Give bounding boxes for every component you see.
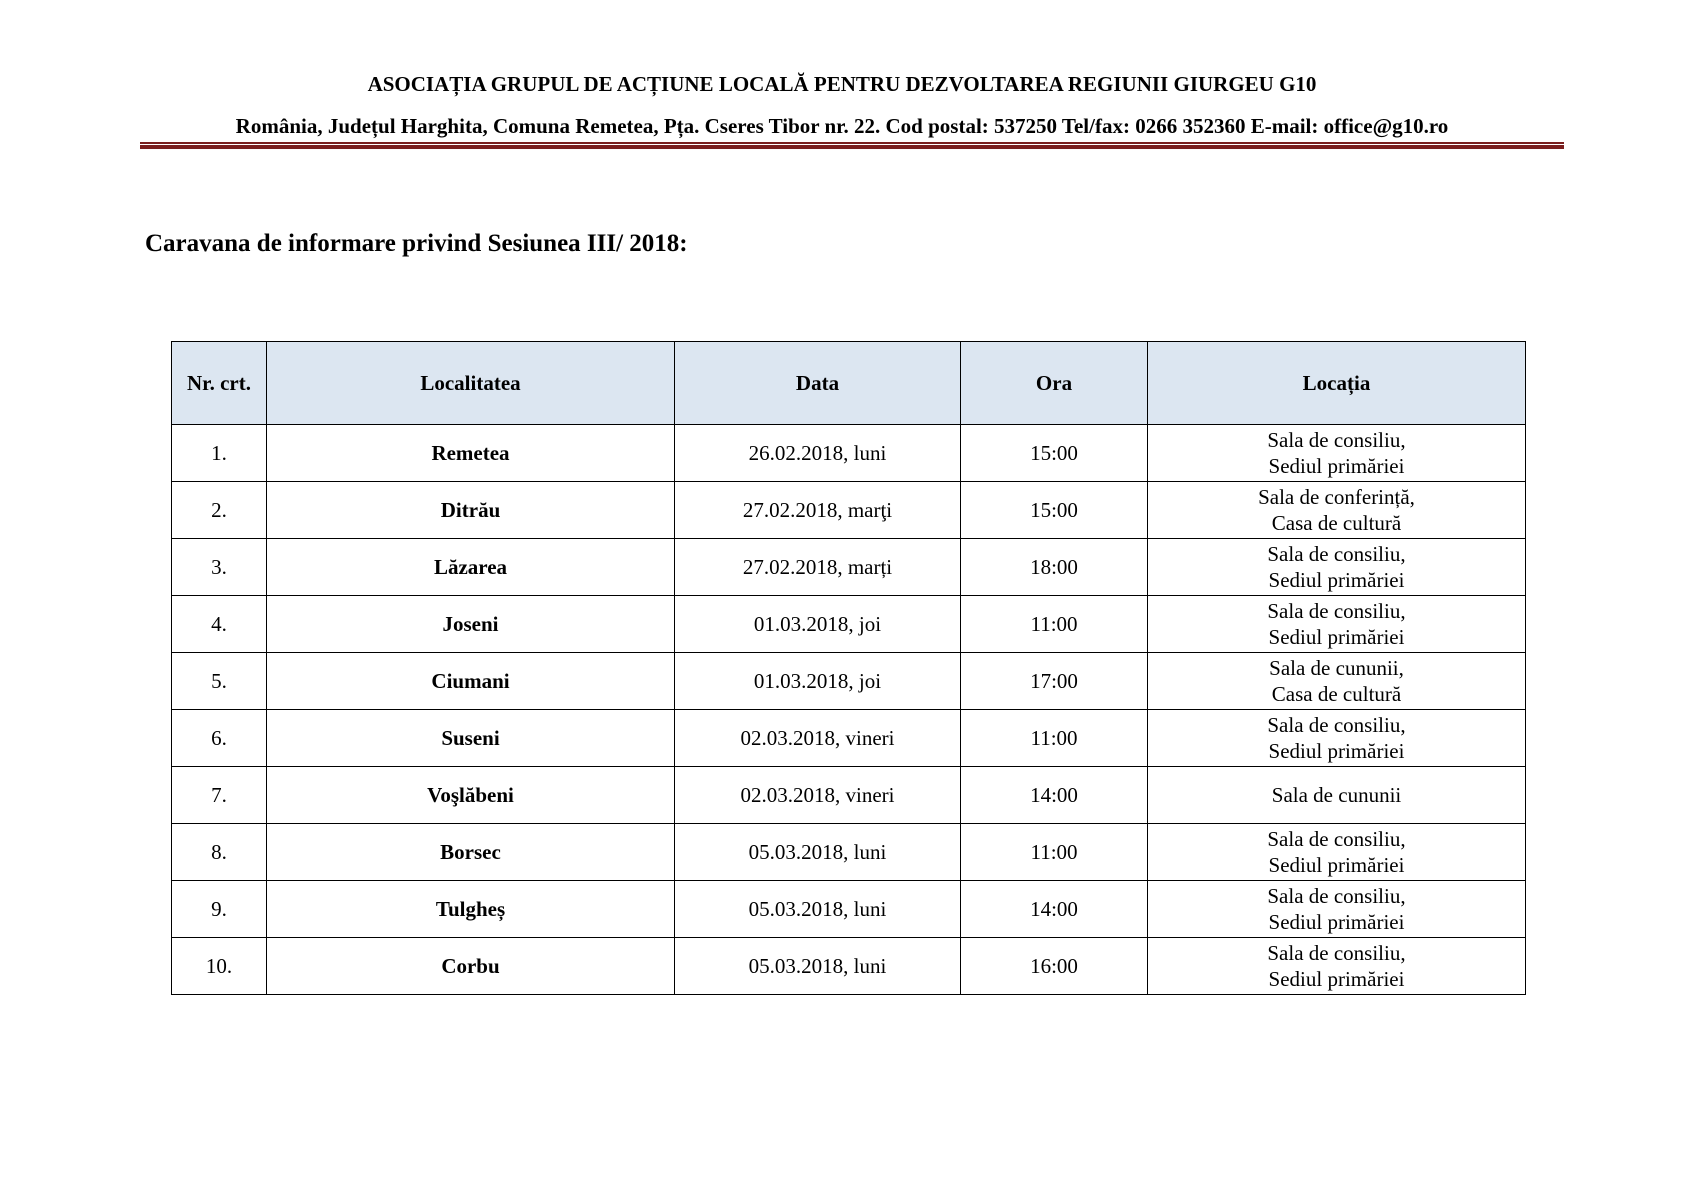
data-cell: 27.02.2018, marți [675, 539, 961, 596]
column-header-nr: Nr. crt. [172, 342, 267, 425]
ora-cell: 17:00 [961, 653, 1148, 710]
ora-cell: 16:00 [961, 938, 1148, 995]
table-header-row [172, 342, 1526, 425]
locatia-cell [1148, 824, 1526, 881]
ora-cell: 15:00 [961, 482, 1148, 539]
localitatea-cell: Corbu [267, 938, 675, 995]
nr-cell: 4. [172, 596, 267, 653]
table-body [172, 425, 1526, 995]
localitatea-cell: Ditrău [267, 482, 675, 539]
document-heading: Caravana de informare privind Sesiunea III/ 2018: [145, 230, 688, 257]
locatia-cell [1148, 710, 1526, 767]
table-row [172, 425, 1526, 482]
ora-cell: 11:00 [961, 596, 1148, 653]
column-header-localitatea: Localitatea [267, 342, 675, 425]
locatia-line: Sediul primăriei [1268, 910, 1405, 934]
locatia-line: Sala de consiliu, [1267, 713, 1406, 737]
table-row [172, 938, 1526, 995]
data-cell: 05.03.2018, luni [675, 824, 961, 881]
locatia-line: Sala de consiliu, [1267, 542, 1406, 566]
organization-name: ASOCIAȚIA GRUPUL DE ACȚIUNE LOCALĂ PENTRU DEZVOLTAREA REGIUNII GIURGEU G10 [367, 72, 1317, 96]
column-header-data: Data [675, 342, 961, 425]
data-cell: 05.03.2018, luni [675, 938, 961, 995]
locatia-line: Sala de cununii [1271, 783, 1402, 807]
data-cell: 05.03.2018, luni [675, 881, 961, 938]
locatia-line: Sala de cununii, [1269, 656, 1404, 680]
schedule-table [171, 341, 1526, 995]
column-header-ora: Ora [961, 342, 1148, 425]
localitatea-cell: Remetea [267, 425, 675, 482]
locatia-cell [1148, 938, 1526, 995]
table-row [172, 596, 1526, 653]
nr-cell: 1. [172, 425, 267, 482]
nr-cell: 8. [172, 824, 267, 881]
data-cell: 26.02.2018, luni [675, 425, 961, 482]
nr-cell: 7. [172, 767, 267, 824]
locatia-line: Sediul primăriei [1268, 967, 1405, 991]
locatia-line: Sediul primăriei [1268, 853, 1405, 877]
data-cell: 27.02.2018, marţi [675, 482, 961, 539]
locatia-cell [1148, 425, 1526, 482]
locatia-line: Sala de consiliu, [1267, 941, 1406, 965]
locatia-cell [1148, 767, 1526, 824]
table-row [172, 653, 1526, 710]
ora-cell: 14:00 [961, 767, 1148, 824]
nr-cell: 2. [172, 482, 267, 539]
table-row [172, 767, 1526, 824]
locatia-line: Sala de conferință, [1258, 485, 1415, 509]
localitatea-cell: Suseni [267, 710, 675, 767]
ora-cell: 15:00 [961, 425, 1148, 482]
nr-cell: 9. [172, 881, 267, 938]
data-cell: 02.03.2018, vineri [675, 710, 961, 767]
locatia-line: Sediul primăriei [1268, 568, 1405, 592]
locatia-line: Sediul primăriei [1268, 625, 1405, 649]
localitatea-cell: Joseni [267, 596, 675, 653]
ora-cell: 11:00 [961, 824, 1148, 881]
localitatea-cell: Tulgheș [267, 881, 675, 938]
nr-cell: 3. [172, 539, 267, 596]
localitatea-cell: Voşlăbeni [267, 767, 675, 824]
locatia-cell [1148, 539, 1526, 596]
locatia-line: Casa de cultură [1271, 682, 1402, 706]
localitatea-cell: Lăzarea [267, 539, 675, 596]
data-cell: 01.03.2018, joi [675, 653, 961, 710]
locatia-cell [1148, 482, 1526, 539]
locatia-line: Sediul primăriei [1268, 739, 1405, 763]
locatia-line: Sala de consiliu, [1267, 428, 1406, 452]
locatia-line: Sediul primăriei [1268, 454, 1405, 478]
locatia-cell [1148, 596, 1526, 653]
locatia-line: Sala de consiliu, [1267, 827, 1406, 851]
organization-address: România, Județul Harghita, Comuna Remetea, Pța. Cseres Tibor nr. 22. Cod postal: 537250 Tel/fax: 0266 352360 E-mail: office@g10.ro [235, 114, 1449, 138]
ora-cell: 11:00 [961, 710, 1148, 767]
locatia-line: Sala de consiliu, [1267, 599, 1406, 623]
nr-cell: 5. [172, 653, 267, 710]
table-row [172, 881, 1526, 938]
locatia-cell [1148, 881, 1526, 938]
column-header-locatia: Locația [1148, 342, 1526, 425]
data-cell: 01.03.2018, joi [675, 596, 961, 653]
localitatea-cell: Borsec [267, 824, 675, 881]
locatia-cell [1148, 653, 1526, 710]
locatia-line: Sala de consiliu, [1267, 884, 1406, 908]
ora-cell: 18:00 [961, 539, 1148, 596]
locatia-line: Casa de cultură [1271, 511, 1402, 535]
ora-cell: 14:00 [961, 881, 1148, 938]
table-row [172, 539, 1526, 596]
data-cell: 02.03.2018, vineri [675, 767, 961, 824]
nr-cell: 6. [172, 710, 267, 767]
table-row [172, 824, 1526, 881]
header-divider [140, 142, 1564, 149]
table-row [172, 710, 1526, 767]
nr-cell: 10. [172, 938, 267, 995]
localitatea-cell: Ciumani [267, 653, 675, 710]
table-row [172, 482, 1526, 539]
